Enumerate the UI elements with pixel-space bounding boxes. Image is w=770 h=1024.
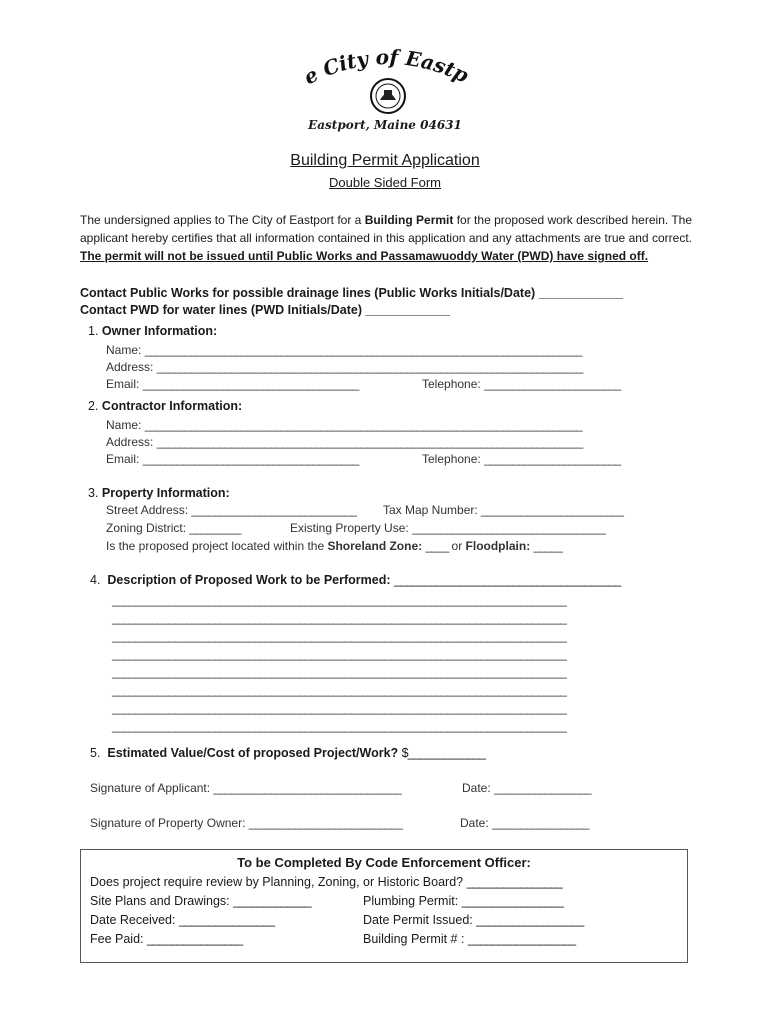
intro-paragraph: The undersigned applies to The City of Eastport for a Building Permit for the proposed work described herein. The applicant hereby certifies that all information contained in this application and any attachments are true and correct. The permit will not be issued until Public Works and Passamawuoddy Water (PWD) have signed off. [80,213,693,263]
shoreland-field[interactable]: ____ [425,539,449,553]
owner-email-row: Email: ______________________________________ [106,377,359,391]
description-line[interactable]: ________________________________________________________________________________ [112,719,566,733]
building-permit-term: Building Permit [364,213,454,227]
applicant-signature-row: Signature of Applicant: _________________________________ [90,781,401,795]
applicant-date-field[interactable]: _________________ [494,781,591,795]
signoff-notice: The permit will not be issued until Public Works and Passamawuoddy Water (PWD) have signed off. [80,249,649,263]
existing-use-row: Existing Property Use: __________________________________ [290,521,605,535]
description-section-heading: 4. Description of Proposed Work to be Performed: ______________________________________ [90,573,621,587]
logo-text: e City of Eastp [300,44,473,90]
contractor-email-row: Email: ______________________________________ [106,452,359,466]
site-plans-field[interactable]: _____________ [233,894,311,908]
owner-address-field[interactable]: ___________________________________________________________________________ [156,360,583,374]
street-address-row: Street Address: _____________________________ [106,503,356,517]
svg-text:The City of Eastport [300,44,472,89]
pwd-initials-field[interactable]: ______________ [365,303,449,317]
city-address: Eastport, Maine 04631 [308,118,462,132]
page-subtitle: Double Sided Form [329,175,441,190]
description-line[interactable]: ________________________________________________________________________________ [112,683,566,697]
owner-email-field[interactable]: ______________________________________ [142,377,359,391]
contractor-phone-row: Telephone: ________________________ [422,452,621,466]
zoning-district-row: Zoning District: _________ [106,521,241,535]
contractor-address-row: Address: ___________________________________________________________________________ [106,435,583,449]
owner-signature-row: Signature of Property Owner: ___________________________ [90,816,402,830]
applicant-date-row: Date: _________________ [462,781,591,795]
floodplain-field[interactable]: _____ [533,539,562,553]
description-line[interactable]: ________________________________________________________________________________ [112,665,566,679]
site-plans-row: Site Plans and Drawings: _____________ [90,894,311,908]
contractor-section-heading: 2. Contractor Information: [88,399,243,413]
contractor-address-field[interactable]: ___________________________________________________________________________ [156,435,583,449]
owner-phone-field[interactable]: ________________________ [484,377,621,391]
description-line[interactable]: ________________________________________________________________________________ [112,629,566,643]
description-line[interactable]: ________________________________________________________________________________ [112,701,566,715]
fee-paid-row: Fee Paid: ________________ [90,932,243,946]
page-title: Building Permit Application [290,152,480,169]
owner-date-field[interactable]: _________________ [492,816,589,830]
contractor-name-field[interactable]: _____________________________________________________________________________ [144,418,582,432]
estimate-field[interactable]: $_____________ [401,746,485,760]
contractor-phone-field[interactable]: ________________________ [484,452,621,466]
description-inline-field[interactable]: ______________________________________ [394,573,621,587]
plumbing-field[interactable]: _________________ [461,894,563,908]
owner-signature-field[interactable]: ___________________________ [248,816,402,830]
date-received-field[interactable]: ________________ [178,913,275,927]
tax-map-row: Tax Map Number: _________________________ [383,503,623,517]
review-row: Does project require review by Planning, Zoning, or Historic Board? ________________ [90,875,562,889]
code-enforcement-box [80,849,688,963]
pwd-contact: Contact PWD for water lines (PWD Initials/Date) ______________ [80,303,449,317]
permit-number-field[interactable]: __________________ [467,932,576,946]
date-issued-field[interactable]: __________________ [476,913,584,927]
plumbing-row: Plumbing Permit: _________________ [363,894,563,908]
zoning-district-field[interactable]: _________ [189,521,241,535]
estimate-section-heading: 5. Estimated Value/Cost of proposed Project/Work? $_____________ [90,746,485,760]
shoreland-row: Is the proposed project located within the Shoreland Zone: ____ or Floodplain: _____ [106,539,562,553]
owner-phone-row: Telephone: ________________________ [422,377,621,391]
officer-box-title: To be Completed By Code Enforcement Officer: [237,855,531,870]
description-line[interactable]: ________________________________________________________________________________ [112,611,566,625]
public-works-initials-field[interactable]: ______________ [538,286,623,300]
owner-name-row: Name: _____________________________________________________________________________ [106,343,582,357]
property-section-heading: 3. Property Information: [88,486,230,500]
date-received-row: Date Received: ________________ [90,913,275,927]
street-address-field[interactable]: _____________________________ [191,503,356,517]
public-works-contact: Contact Public Works for possible drainage lines (Public Works Initials/Date) ______________ [80,286,623,300]
tax-map-field[interactable]: _________________________ [481,503,623,517]
existing-use-field[interactable]: __________________________________ [412,521,605,535]
owner-name-field[interactable]: _____________________________________________________________________________ [144,343,582,357]
fee-paid-field[interactable]: ________________ [147,932,243,946]
date-issued-row: Date Permit Issued: __________________ [363,913,584,927]
contractor-email-field[interactable]: ______________________________________ [142,452,359,466]
review-field[interactable]: ________________ [466,875,562,889]
description-line[interactable]: ________________________________________________________________________________ [112,593,566,607]
contractor-name-row: Name: _____________________________________________________________________________ [106,418,582,432]
description-line[interactable]: ________________________________________________________________________________ [112,647,566,661]
owner-address-row: Address: ___________________________________________________________________________ [106,360,583,374]
owner-date-row: Date: _________________ [460,816,589,830]
permit-number-row: Building Permit # : __________________ [363,932,576,946]
applicant-signature-field[interactable]: _________________________________ [213,781,401,795]
owner-section-heading: 1. Owner Information: [88,324,218,338]
